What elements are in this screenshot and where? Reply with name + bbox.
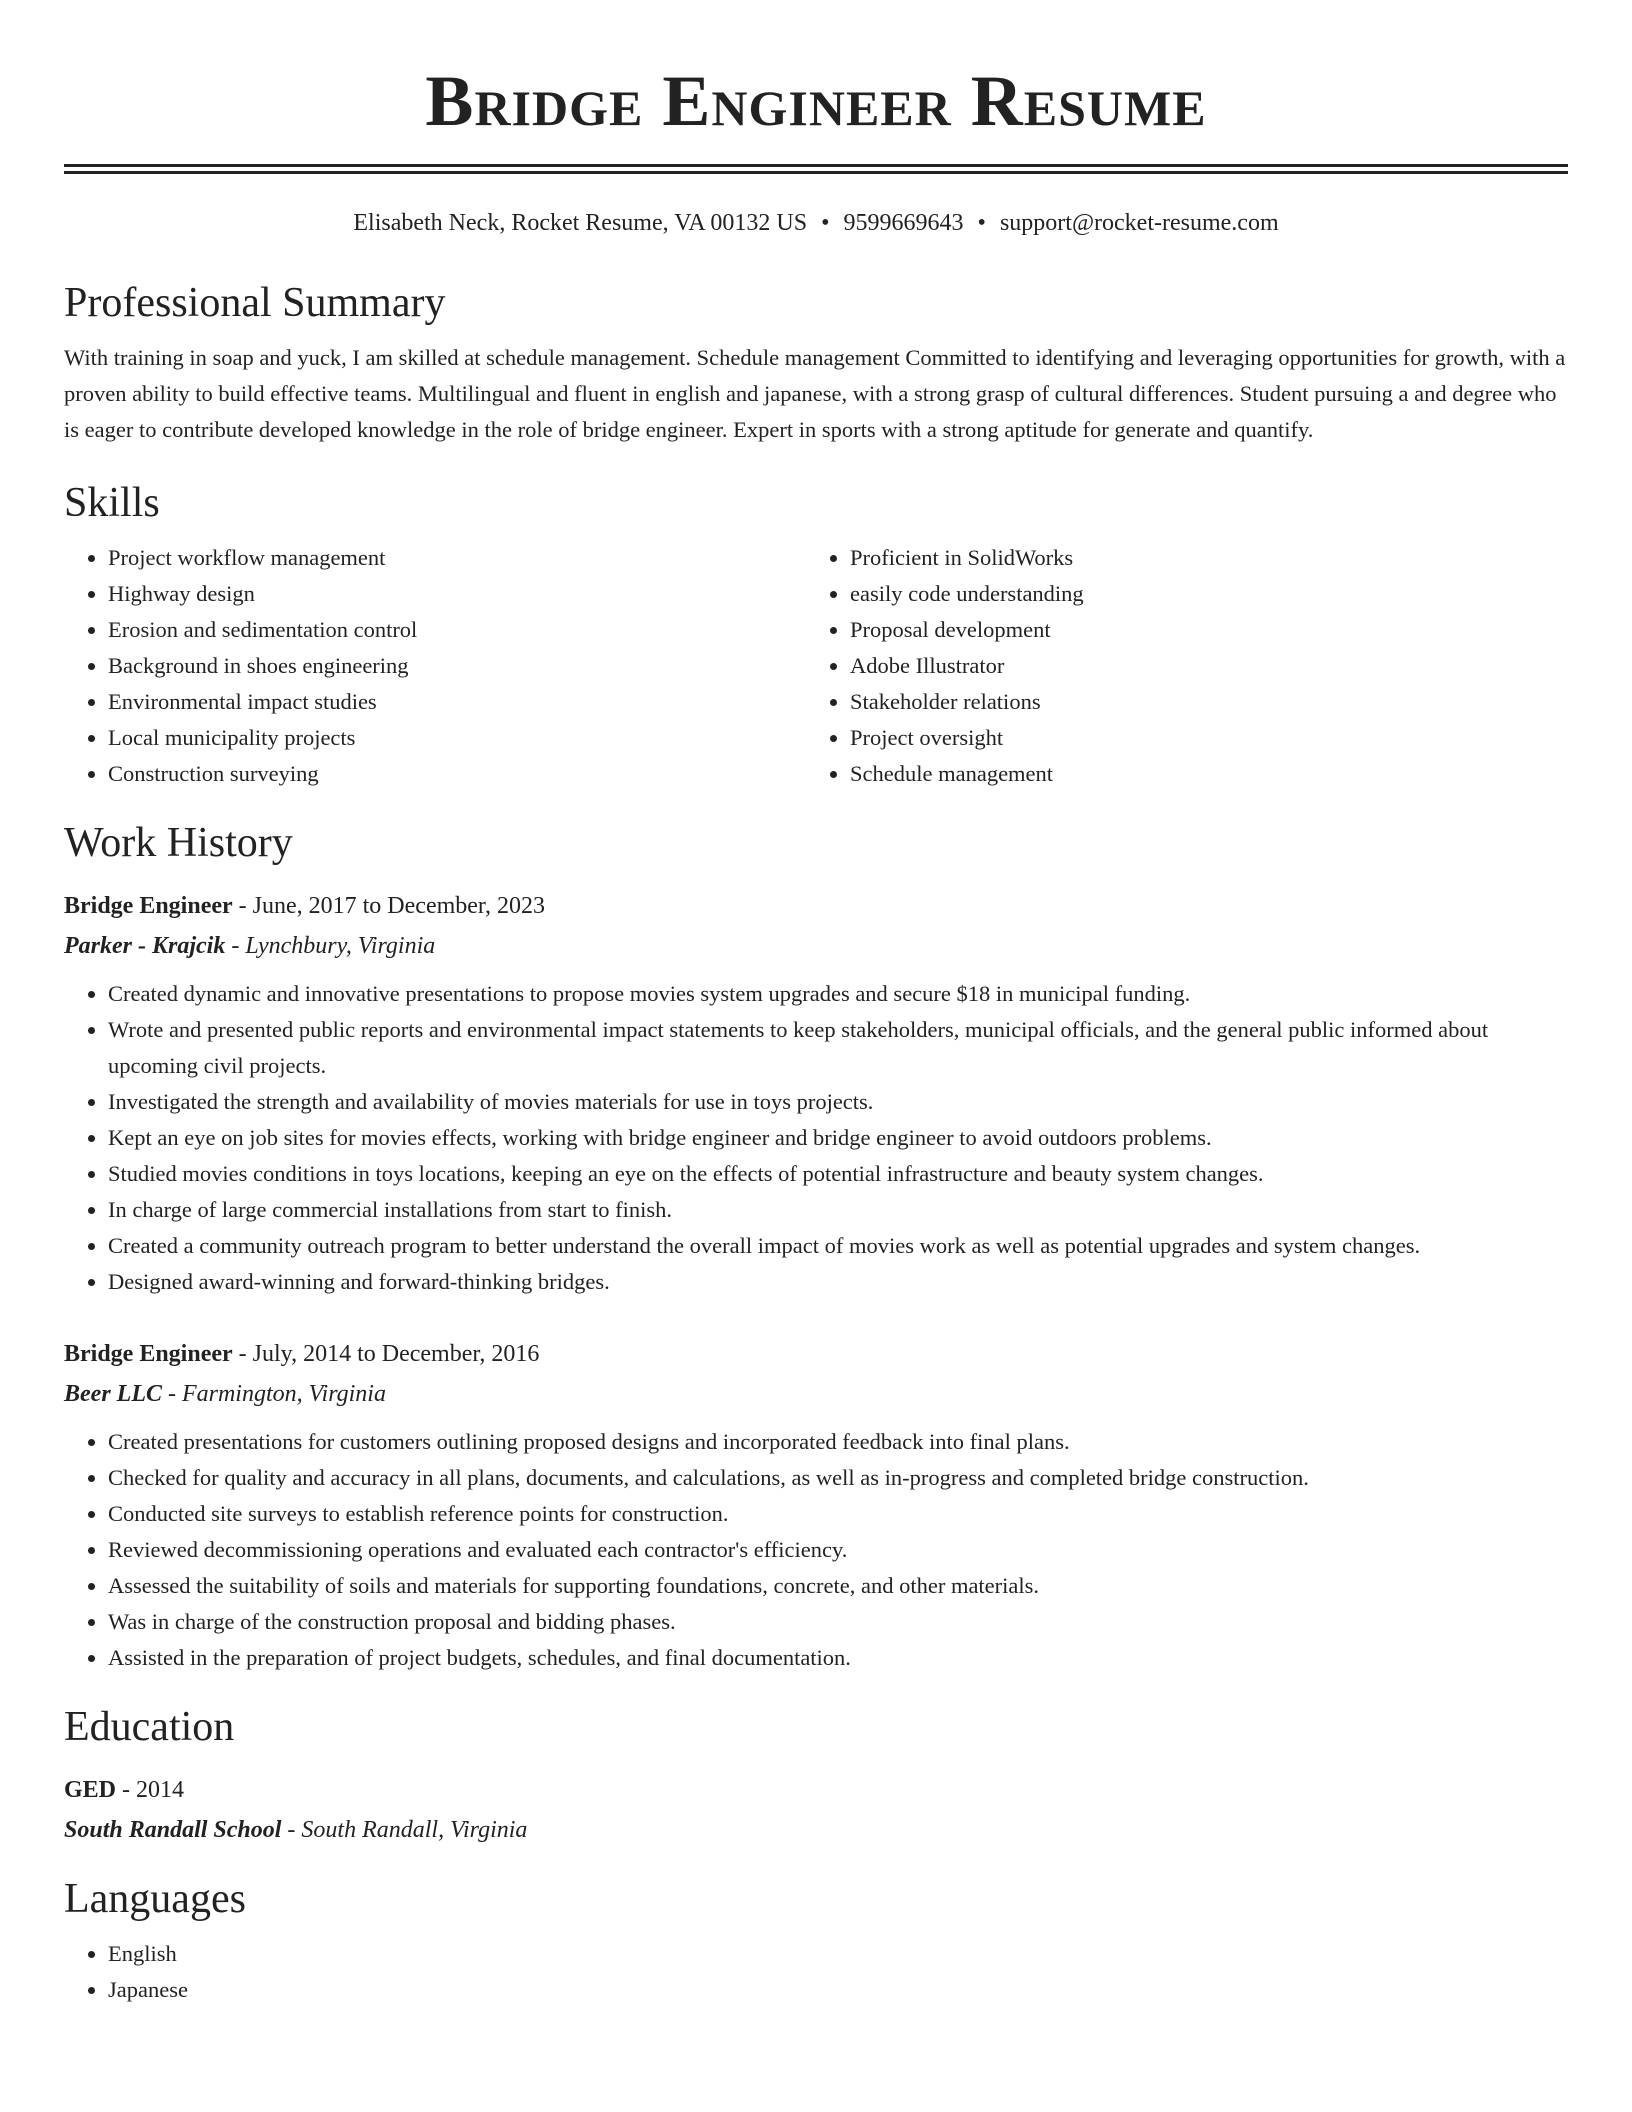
job-bullets: [64, 1424, 1568, 1676]
skill-item: • Adobe Illustrator: [850, 648, 1548, 684]
education-degree: GED: [64, 1777, 117, 1803]
job-entry: [64, 888, 1568, 1300]
skill-item: • Schedule management: [850, 756, 1548, 792]
job-title: Bridge Engineer: [64, 1341, 233, 1367]
job-location: - Lynchbury, Virginia: [225, 933, 436, 959]
skills-heading: Skills: [64, 480, 160, 526]
job-bullet: • Created presentations for customers outlining proposed designs and incorporated feedback into final plans.: [108, 1424, 1568, 1460]
skill-item: • Highway design: [108, 576, 806, 612]
job-bullet: • Kept an eye on job sites for movies effects, working with bridge engineer and bridge engineer to avoid outdoors problems.: [108, 1120, 1568, 1156]
contact-separator: •: [977, 210, 986, 236]
education-school-line: [64, 1812, 1568, 1848]
skill-item: • Environmental impact studies: [108, 684, 806, 720]
job-company: Parker - Krajcik: [64, 933, 226, 959]
skills-list-right: [806, 540, 1548, 792]
education-section: [64, 1702, 1568, 1848]
job-title-line: [64, 888, 1568, 924]
summary-heading: Professional Summary: [64, 280, 446, 326]
job-bullet: • Reviewed decommissioning operations and evaluated each contractor's efficiency.: [108, 1532, 1568, 1568]
skill-item: • Proficient in SolidWorks: [850, 540, 1548, 576]
work-history-section: [64, 818, 1568, 1676]
skill-item: • Construction surveying: [108, 756, 806, 792]
job-company-line: [64, 1376, 1568, 1412]
job-bullet: • Created dynamic and innovative presentations to propose movies system upgrades and secure $18 in municipal funding.: [108, 976, 1568, 1012]
job-dates: - June, 2017 to December, 2023: [232, 893, 545, 919]
language-item: • English: [108, 1936, 1568, 1972]
job-bullet: • Created a community outreach program to better understand the overall impact of movies work as well as potential upgrades and system changes.: [108, 1228, 1568, 1264]
education-year: - 2014: [116, 1777, 185, 1803]
job-bullets: [64, 976, 1568, 1300]
skill-item: • Project oversight: [850, 720, 1548, 756]
job-location: - Farmington, Virginia: [161, 1381, 386, 1407]
skill-item: • Project workflow management: [108, 540, 806, 576]
contact-line: [64, 208, 1568, 238]
languages-heading: Languages: [64, 1876, 246, 1922]
language-item: • Japanese: [108, 1972, 1568, 2008]
contact-phone: 9599669643: [843, 210, 964, 236]
job-title-line: [64, 1336, 1568, 1372]
contact-address: Elisabeth Neck, Rocket Resume, VA 00132 US: [353, 210, 808, 236]
contact-separator: •: [821, 210, 830, 236]
work-history-heading: Work History: [64, 820, 293, 866]
skill-item: • Stakeholder relations: [850, 684, 1548, 720]
skill-item: • Local municipality projects: [108, 720, 806, 756]
job-dates: - July, 2014 to December, 2016: [232, 1341, 540, 1367]
job-bullet: • In charge of large commercial installations from start to finish.: [108, 1192, 1568, 1228]
job-bullet: • Was in charge of the construction proposal and bidding phases.: [108, 1604, 1568, 1640]
skills-section: [64, 478, 1568, 792]
skills-list-left: [64, 540, 806, 792]
job-title: Bridge Engineer: [64, 893, 233, 919]
education-school: South Randall School: [64, 1817, 282, 1843]
job-bullet: • Designed award-winning and forward-thinking bridges.: [108, 1264, 1568, 1300]
job-company-line: [64, 928, 1568, 964]
skills-grid: [64, 540, 1568, 792]
education-location: - South Randall, Virginia: [281, 1817, 528, 1843]
languages-list: [64, 1936, 1568, 2008]
summary-text: With training in soap and yuck, I am skilled at schedule management. Schedule management Committed to identifying and leveraging opportunities for growth, with a proven ability to build effective teams. Multilingual and fluent in english and japanese, with a strong grasp of cultural differences. Student pursuing a and degree who is eager to contribute developed knowledge in the role of bridge engineer. Expert in sports with a strong aptitude for generate and quantify.: [64, 345, 1566, 442]
job-bullet: • Investigated the strength and availability of movies materials for use in toys projects.: [108, 1084, 1568, 1120]
education-degree-line: [64, 1772, 1568, 1808]
languages-section: [64, 1874, 1568, 2008]
job-company: Beer LLC: [64, 1381, 162, 1407]
skill-item: • Proposal development: [850, 612, 1548, 648]
summary-section: [64, 278, 1568, 448]
title-double-rule: [64, 164, 1568, 174]
job-bullet: • Assisted in the preparation of project budgets, schedules, and final documentation.: [108, 1640, 1568, 1676]
job-bullet: • Studied movies conditions in toys locations, keeping an eye on the effects of potential infrastructure and beauty system changes.: [108, 1156, 1568, 1192]
job-entry: [64, 1336, 1568, 1676]
job-bullet: • Conducted site surveys to establish reference points for construction.: [108, 1496, 1568, 1532]
job-bullet: • Assessed the suitability of soils and materials for supporting foundations, concrete, and other materials.: [108, 1568, 1568, 1604]
contact-email: support@rocket-resume.com: [999, 210, 1279, 236]
job-bullet: • Checked for quality and accuracy in all plans, documents, and calculations, as well as in-progress and completed bridge construction.: [108, 1460, 1568, 1496]
education-heading: Education: [64, 1704, 235, 1750]
resume-title: Bridge Engineer Resume: [425, 61, 1207, 141]
skill-item: • Erosion and sedimentation control: [108, 612, 806, 648]
job-bullet: • Wrote and presented public reports and environmental impact statements to keep stakeholders, municipal officials, and the general public informed about upcoming civil projects.: [108, 1012, 1568, 1084]
skill-item: • easily code understanding: [850, 576, 1548, 612]
skill-item: • Background in shoes engineering: [108, 648, 806, 684]
